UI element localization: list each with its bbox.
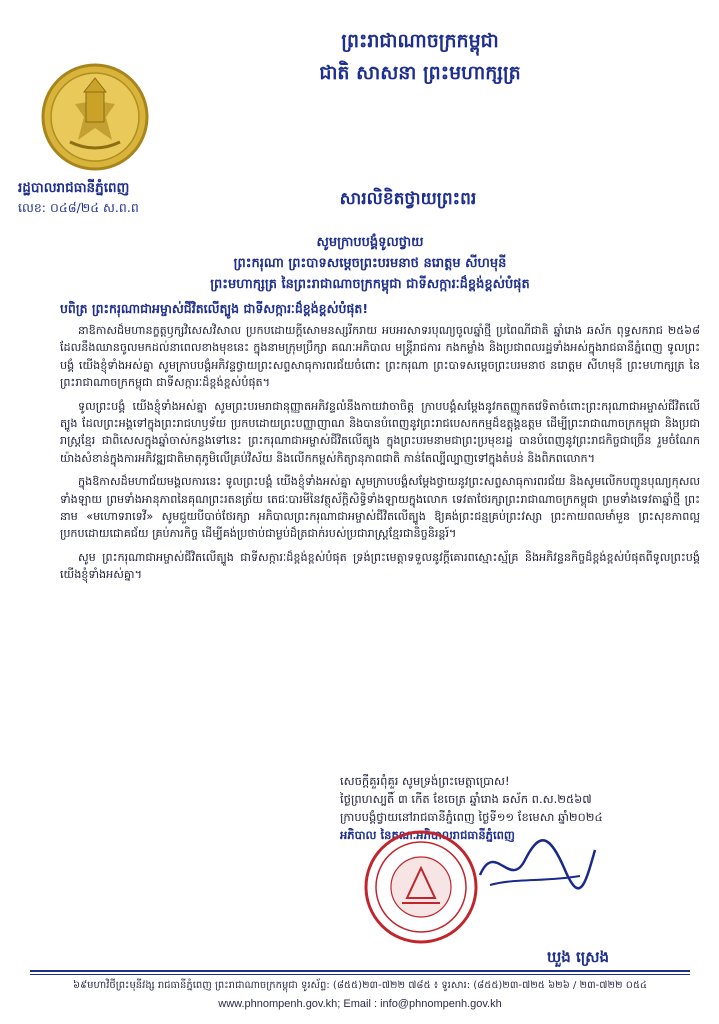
document-title: សារលិខិតថ្វាយព្រះពរ xyxy=(339,189,477,209)
kingdom-header xyxy=(240,28,600,86)
addressee-block xyxy=(110,232,630,295)
addressee-line-2: ព្រះករុណា ព្រះបាទសម្តេចព្រះបរមនាថ នរោត្តម សីហមុនី xyxy=(233,256,507,271)
official-red-stamp-icon xyxy=(362,828,480,946)
kingdom-name: ព្រះរាជាណាចក្រកម្ពុជា xyxy=(341,30,499,52)
lunar-date: ថ្ងៃព្រហស្បតិ៍ ៣ កើត ខែចេត្រ ឆ្នាំរោង ឆស័ក ព.ស.២៥៦៧ xyxy=(340,792,592,806)
salutation: បពិត្រ ព្រះករុណាជាអម្ចាស់ជីវិតលើត្បូង ជាទីសក្ការៈដ៏ខ្ពង់ខ្ពស់បំផុត! xyxy=(60,301,369,316)
addressee-line-1: សូមក្រាបបង្គំទូលថ្វាយ xyxy=(316,235,424,250)
solar-date: ក្រាបបង្គំថ្វាយនៅរាជធានីភ្នំពេញ ថ្ងៃទី១១ ខែមេសា ឆ្នាំ២០២៤ xyxy=(340,810,603,824)
footer-divider xyxy=(30,970,690,972)
signer-name: ឃួង ស្រេង xyxy=(546,948,610,966)
letter-body xyxy=(60,322,700,590)
footer-website-email[interactable]: www.phnompenh.gov.kh; Email : info@phnompenh.gov.kh xyxy=(218,998,502,1010)
body-paragraph-3: ក្នុងឱកាសដ៏មហាជ័យមង្គលការនេះ ទូលព្រះបង្គំ យើងខ្ញុំទាំងអស់គ្នា សូមក្រាបបង្គំសម្ដែងថ្វាយនូវព្រះសព្ទសាធុការពរជ័យ និងសូមលើកបញ្ជូនបុណ្យកុសលទាំងឡាយ ព្រមទាំងអានុភាពនៃគុណព្រះរតនត្រ័យ តេជៈបារមីនៃវត្ថុស័ក្តិសិទ្ធិទាំងឡាយក្នុងលោក ទេវតាថែរក្សាព្រះរាជាណាចក្រកម្ពុជា ព្រមទាំងទេវតាឆ្នាំថ្មី ព្រះនាម «មហោទរាទេវី» សូមជួយបីបាច់ថែរក្សា អភិបាលព្រះករុណាជាអម្ចាស់ជីវិតលើត្បូង ឱ្យគង់ព្រះជន្មគ្រប់ព្រះវស្សា ព្រះកាយពលមាំមួន ព្រះសុខភាពល្អ ប្រកបដោយជោគជ័យ គ្រប់ភារកិច្ច ដើម្បីគង់ប្រថាប់ជាម្លប់ដ៏ត្រជាក់របស់ប្រជារាស្ត្រខ្មែរជានិច្ចនិរន្តរ៍។ xyxy=(60,475,700,541)
signatory-role: អភិបាល នៃគណៈអភិបាលរាជធានីភ្នំពេញ xyxy=(340,828,515,842)
footer-divider-thin xyxy=(30,974,690,975)
closing-greeting: សេចក្ដីគួរពុំគួរ សូមទ្រង់ព្រះមេត្តាប្រោស! xyxy=(340,774,510,788)
addressee-line-3: ព្រះមហាក្សត្រ នៃព្រះរាជាណាចក្រកម្ពុជា ជាទីសក្ការៈដ៏ខ្ពង់ខ្ពស់បំផុត xyxy=(210,277,530,292)
body-paragraph-2: ទូលព្រះបង្គំ យើងខ្ញុំទាំងអស់គ្នា សូមព្រះបរមរាជានុញ្ញាតអភិវន្ទលំនឹងកាយវាចាចិត្ត ក្រាបបង្គំសម្ដែងនូវកតញ្ញូកតវេទិតាចំពោះព្រះករុណាជាអម្ចាស់ជីវិតលើត្បូង ដែលព្រះអង្គទៅក្នុងព្រះរាជហឫទ័យ ប្រកបដោយព្រះបញ្ញាញាណ និងបានបំពេញនូវព្រះរាជបេសកកម្មដ៏ឧត្តុង្គឧត្តម ដើម្បីព្រះរាជាណាចក្រកម្ពុជា និងប្រជារាស្ត្រខ្មែរ ជាពិសេសក្នុងឆ្នាំចាស់កន្លងទៅនេះ ព្រះករុណាជាអម្ចាស់ជីវិតលើត្បូង ក្នុងព្រះបរមនាមជាព្រះប្រមុខរដ្ឋ បានបំពេញនូវព្រះរាជកិច្ចជាច្រើន រួមចំណែកយ៉ាងសំខាន់ក្នុងការអភិវឌ្ឍជាតិមាតុភូមិលើគ្រប់វិស័យ និងលើកកម្ពស់កិត្យានុភាពជាតិ កាន់តែល្បីល្បាញទៅក្នុងតំបន់ និងពិភពលោក។ xyxy=(60,399,700,465)
body-paragraph-1: នាឱកាសដ៏មហានក្ខត្តឫក្សវិសេសវិសាល ប្រកបដោយក្ដីសោមនស្សរីករាយ អបអរសាទរបុណ្យចូលឆ្នាំថ្មី ប្រពៃណីជាតិ ឆ្នាំរោង ឆស័ក ពុទ្ធសករាជ ២៥៦៨ ដែលនឹងឈានចូលមកដល់នាពេលខាងមុខនេះ ក្នុងនាមក្រុមប្រឹក្សា គណៈអភិបាល មន្ត្រីរាជការ កងកម្លាំង និងប្រជាពលរដ្ឋទាំងអស់ក្នុងរាជធានីភ្នំពេញ ទូលព្រះបង្គំ យើងខ្ញុំទាំងអស់គ្នា សូមក្រាបបង្គំអភិវន្ទថ្វាយព្រះសព្ទសាធុការពរជ័យចំពោះ ព្រះករុណា ព្រះបាទសម្តេចព្រះបរមនាថ នរោត្តម សីហមុនី ព្រះមហាក្សត្រ នៃព្រះរាជាណាចក្រកម្ពុជា ជាទីសក្ការៈដ៏ខ្ពង់ខ្ពស់បំផុត។ xyxy=(60,324,700,390)
footer-address: ៦៩មហាវិថីព្រះមុនីវង្ស រាជធានីភ្នំពេញ ព្រះរាជាណាចក្រកម្ពុជា ទូរស័ព្ទ: (៨៥៥)២៣-៧២២ ៧៨៥ ៖ ទូរសារ: (៨៥៥)២៣-៧២៥ ៦២៦ / ២៣-៧២២ ០៥៤ xyxy=(73,980,647,991)
handwritten-signature-icon xyxy=(470,830,600,900)
body-paragraph-4: សូម ព្រះករុណាជាអម្ចាស់ជីវិតលើត្បូង ជាទីសក្ការៈដ៏ខ្ពង់ខ្ពស់បំផុត ទ្រង់ព្រះមេត្តាទទួលនូវក្ដីគោរពស្មោះស្ម័គ្រ និងអភិវន្ទនកិច្ចដ៏ខ្ពង់ខ្ពស់បំផុតពីទូលព្រះបង្គំ យើងខ្ញុំទាំងអស់គ្នា។ xyxy=(60,550,700,582)
reference-number: លេខ: ០៤៨/២៤ ស.ព.ព xyxy=(18,200,139,215)
issuing-office: រដ្ឋបាលរាជធានីភ្នំពេញ xyxy=(18,180,130,196)
national-motto: ជាតិ សាសនា ព្រះមហាក្សត្រ xyxy=(319,62,521,84)
phnom-penh-seal-logo-icon xyxy=(40,62,150,172)
